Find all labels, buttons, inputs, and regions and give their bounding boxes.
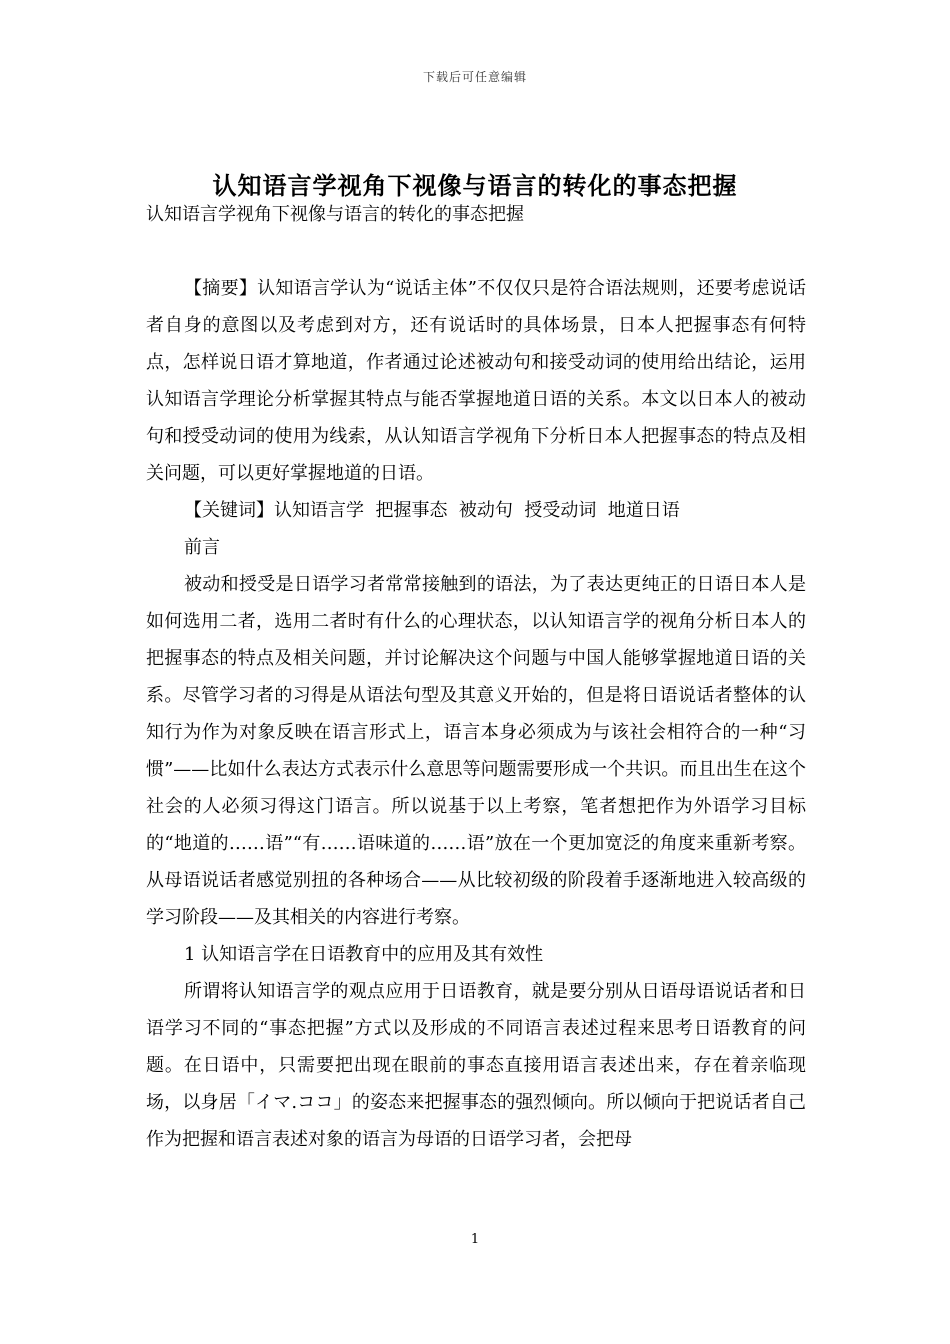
keywords-paragraph: 【关键词】认知语言学 把握事态 被动句 授受动词 地道日语 — [184, 500, 680, 521]
document-title: 认知语言学视角下视像与语言的转化的事态把握 — [212, 171, 738, 201]
preface-heading: 前言 — [184, 537, 220, 558]
section-1-paragraph: 所谓将认知语言学的观点应用于日语教育，就是要分别从日语母语说话者和日语学习不同的“事态把握”方式以及形成的不同语言表述过程来思考日语教育的问题。在日语中，只需要把出现在眼前的事态直接用语言表述出来，存在着亲临现场，以身居「イマ.ココ」的姿态来把握事态的强烈倾向。所以倾向于把说话者自己作为把握和语言表述对象的语言为母语的日语学习者，会把母 — [146, 981, 806, 1150]
document-subtitle: 认知语言学视角下视像与语言的转化的事态把握 — [146, 204, 524, 225]
document-body — [146, 196, 806, 1158]
section-1-heading: 1 认知语言学在日语教育中的应用及其有效性 — [184, 944, 544, 965]
preface-paragraph: 被动和授受是日语学习者常常接触到的语法，为了表达更纯正的日语日本人是如何选用二者，选用二者时有什么的心理状态，以认知语言学的视角分析日本人的把握事态的特点及相关问题，并讨论解决这个问题与中国人能够掌握地道日语的关系。尽管学习者的习得是从语法句型及其意义开始的，但是将日语说话者整体的认知行为作为对象反映在语言形式上，语言本身必须成为与该社会相符合的一种“习惯”——比如什么表达方式表示什么意思等问题需要形成一个共识。而且出生在这个社会的人必须习得这门语言。所以说基于以上考察，笔者想把作为外语学习目标的“地道的……语”“有……语味道的……语”放在一个更加宽泛的角度来重新考察。从母语说话者感觉别扭的各种场合——从比较初级的阶段着手逐渐地进入较高级的学习阶段——及其相关的内容进行考察。 — [146, 574, 806, 928]
page-number: 1 — [470, 1232, 480, 1247]
header-note: 下载后可任意编辑 — [422, 70, 527, 84]
abstract-paragraph: 【摘要】认知语言学认为“说话主体”不仅仅只是符合语法规则，还要考虑说话者自身的意图以及考虑到对方，还有说话时的具体场景，日本人把握事态有何特点，怎样说日语才算地道，作者通过论述被动句和接受动词的使用给出结论，运用认知语言学理论分析掌握其特点与能否掌握地道日语的关系。本文以日本人的被动句和授受动词的使用为线索，从认知语言学视角下分析日本人把握事态的特点及相关问题，可以更好掌握地道的日语。 — [146, 278, 806, 484]
